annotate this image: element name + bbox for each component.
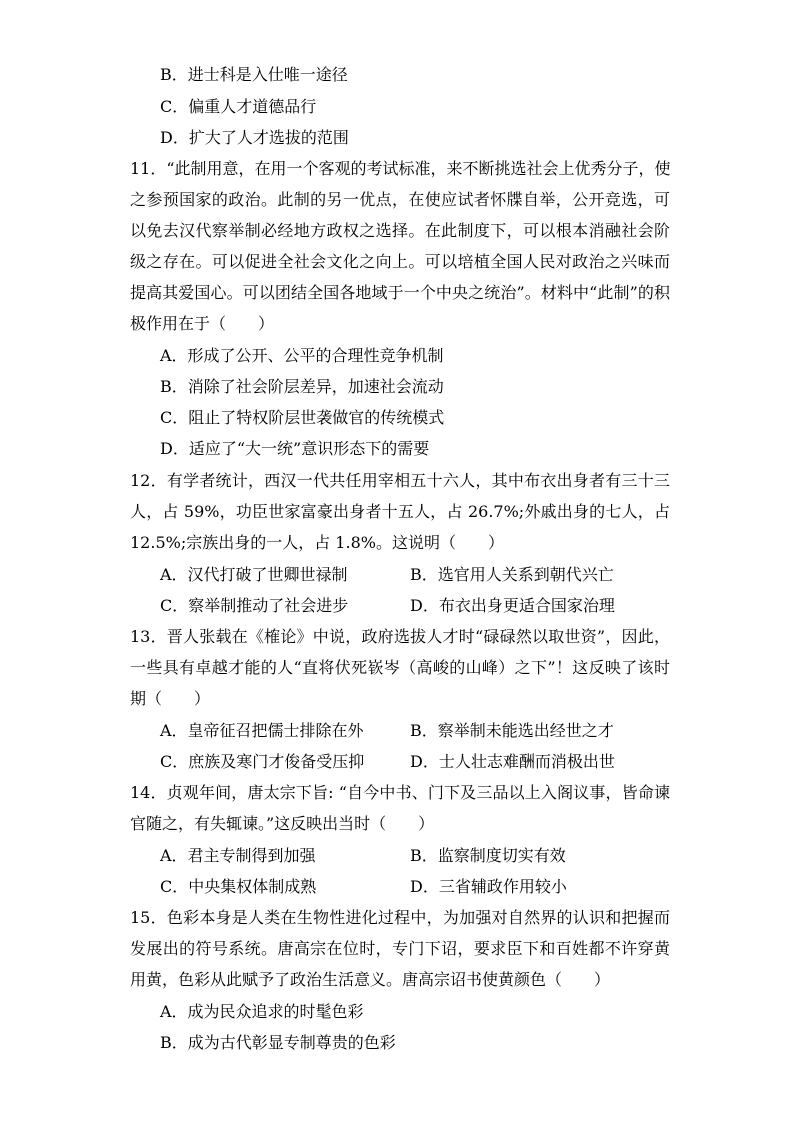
question-14-option: D．三省辅政作用较小 <box>410 877 567 896</box>
question-14-line: 官随之，有失辄谏。”这反映出当时（ ） <box>130 814 435 833</box>
question-14-line: 14．贞观年间，唐太宗下旨: “自今中书、门下及三品以上入阁议事，皆命谏 <box>130 783 670 802</box>
question-11-line: 提高其爱国心。可以团结全国各地域于一个中央之统治”。材料中“此制”的积 <box>130 283 670 302</box>
question-12-line: 12.5%;宗族出身的一人，占 1.8%。这说明（ ） <box>130 533 504 552</box>
question-11-line: 极作用在于（ ） <box>130 314 275 333</box>
option-text: D．扩大了人才选拔的范围 <box>160 128 349 147</box>
question-11-line: 级之存在。可以促进全社会文化之向上。可以培植全国人民对政治之兴味而 <box>130 252 670 271</box>
question-12-option: A．汉代打破了世卿世禄制 <box>160 565 348 584</box>
option-text: C．偏重人才道德品行 <box>160 97 317 116</box>
question-12-option: B．选官用人关系到朝代兴亡 <box>410 565 614 584</box>
question-14-option: A．君主专制得到加强 <box>160 846 316 865</box>
question-14-option: C．中央集权体制成熟 <box>160 877 317 896</box>
question-11-option: C．阻止了特权阶层世袭做官的传统模式 <box>160 408 445 427</box>
question-11-line: 以免去汉代察举制必经地方政权之选择。在此制度下，可以根本消融社会阶 <box>130 221 670 240</box>
question-12-line: 12．有学者统计，西汉一代共任用宰相五十六人，其中布衣出身者有三十三 <box>130 471 670 490</box>
question-11-line: 之参预国家的政治。此制的另一优点，在使应试者怀牒自举，公开竞选，可 <box>130 190 670 209</box>
question-11-option: B．消除了社会阶层差异，加速社会流动 <box>160 377 444 396</box>
question-13-option: D．士人壮志难酬而消极出世 <box>410 752 615 771</box>
question-15-line: 用黄，色彩从此赋予了政治生活意义。唐高宗诏书使黄颜色（ ） <box>130 970 611 989</box>
question-12-line: 人，占 59%，功臣世家富豪出身者十五人，占 26.7%;外戚出身的七人，占 <box>130 502 670 521</box>
question-13-option: C．庶族及寒门才俊备受压抑 <box>160 752 365 771</box>
question-15-option: B．成为古代彰显专制尊贵的色彩 <box>160 1033 396 1052</box>
question-12-option: C．察举制推动了社会进步 <box>160 596 349 615</box>
option-text: B．进士科是入仕唯一途径 <box>160 65 348 84</box>
question-13-option: A．皇帝征召把儒士排除在外 <box>160 721 364 740</box>
question-14-option: B．监察制度切实有效 <box>410 846 566 865</box>
question-11-line: 11．“此制用意，在用一个客观的考试标准，来不断挑选社会上优秀分子，使 <box>130 159 671 178</box>
question-13-option: B．察举制未能选出经世之才 <box>410 721 614 740</box>
question-12-option: D．布衣出身更适合国家治理 <box>410 596 615 615</box>
question-13-line: 一些具有卓越才能的人“直将伏死嵚岑（高峻的山峰）之下”！这反映了该时 <box>130 658 670 677</box>
question-11-option: A．形成了公开、公平的合理性竞争机制 <box>160 346 444 365</box>
question-13-line: 13．晋人张载在《榷论》中说，政府选拔人才时“碌碌然以取世资”，因此， <box>130 627 670 646</box>
question-15-line: 发展出的符号系统。唐高宗在位时，专门下诏，要求臣下和百姓都不许穿黄 <box>130 939 670 958</box>
question-11-option: D．适应了“大一统”意识形态下的需要 <box>160 439 430 458</box>
question-15-line: 15．色彩本身是人类在生物性进化过程中，为加强对自然界的认识和把握而 <box>130 908 670 927</box>
question-13-line: 期（ ） <box>130 689 211 708</box>
question-15-option: A．成为民众追求的时髦色彩 <box>160 1002 364 1021</box>
